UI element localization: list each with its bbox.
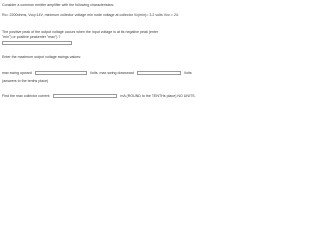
peak-answer-input[interactable] (2, 41, 72, 45)
max-collector-current-input[interactable] (53, 94, 117, 98)
positive-peak-question: The positive peak of the output voltage occurs when the input voltage is at its negative peak (enter (2, 30, 159, 34)
parameters-text: Rc= 2200ohms, Vcq=14V, minimum collector voltage min node voltage at collector Vc(min)= 3.2 volts Vcc = 24. (2, 13, 179, 17)
min-max-instruction: "min") or positive peakenter "max") ? (2, 35, 61, 39)
max-collector-current-label: Find the max collector current: (2, 94, 51, 99)
max-swing-downward-input[interactable] (137, 71, 181, 75)
peak-answer-row (2, 41, 72, 46)
swing-row (2, 71, 192, 76)
max-swing-downward-label: Volts, max swing downward (89, 71, 134, 76)
volts-unit-label: Volts (183, 71, 192, 76)
max-swing-upward-label: max swing upward (2, 71, 32, 76)
ma-round-label: mA (ROUND to the TENTHs place) NO UNITS. (120, 94, 196, 99)
tenths-note: (answers to the tenths place) (2, 79, 49, 83)
intro-text: Consider a common emitter amplifier with the following characteristics: (2, 3, 115, 7)
collector-current-row (2, 94, 196, 99)
max-swing-upward-input[interactable] (35, 71, 87, 75)
swings-prompt: Enter the maximum output voltage swings values: (2, 55, 82, 59)
